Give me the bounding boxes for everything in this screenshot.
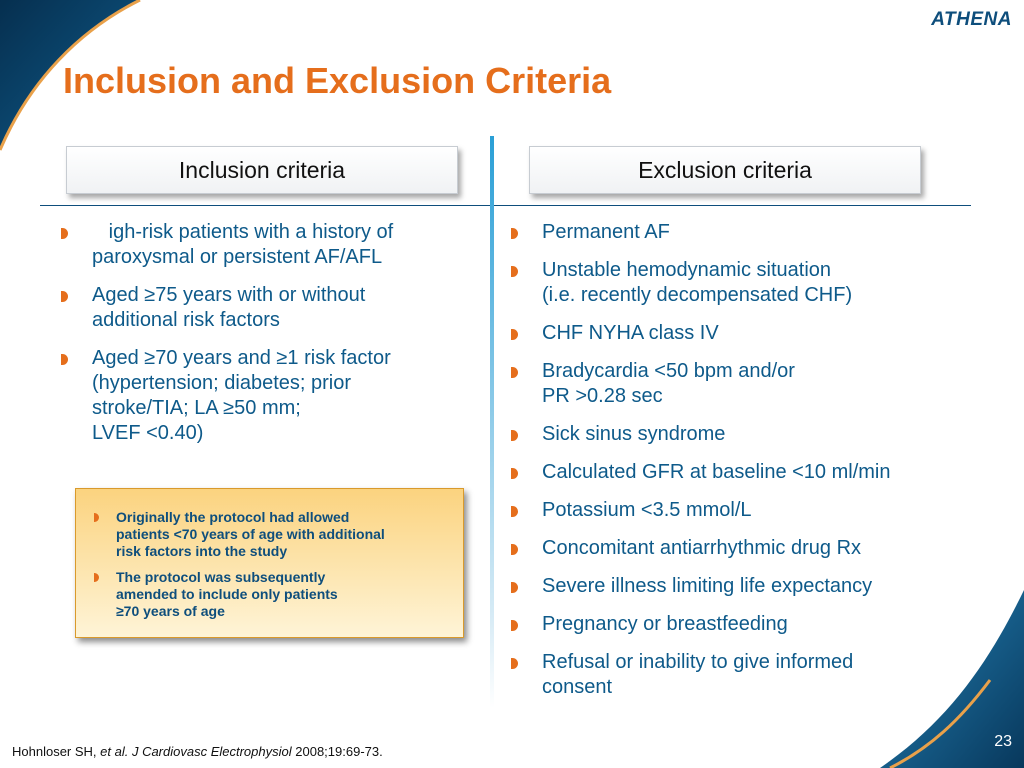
item-line: risk factors into the study [116,543,288,559]
citation-journal: et al. J Cardiovasc Electrophysiol [100,744,292,759]
bullet-icon [511,468,518,479]
inclusion-item [61,283,481,333]
bullet-icon [511,329,518,340]
item-line: (i.e. recently decompensated CHF) [542,284,853,306]
bullet-icon [511,367,518,378]
bullet-icon [61,228,68,239]
item-line: patients <70 years of age with additional [116,526,385,542]
inclusion-header: Inclusion criteria [66,146,458,194]
page-number: 23 [994,733,1012,750]
item-line: Pregnancy or breastfeeding [542,613,788,635]
item-line: igh-risk patients with a history of [92,221,394,243]
item-line: paroxysmal or persistent AF/AFL [92,246,383,268]
item-line: Calculated GFR at baseline <10 ml/min [542,461,891,483]
exclusion-item [511,321,981,346]
item-line: Concomitant antiarrhythmic drug Rx [542,537,862,559]
note-item [94,509,453,560]
athena-logo: ATHENA [931,9,1012,30]
exclusion-item [511,536,981,561]
bullet-icon [61,354,68,365]
inclusion-item [61,346,481,446]
bullet-icon [511,582,518,593]
bullet-icon [94,573,99,582]
item-line: Sick sinus syndrome [542,423,726,445]
bullet-icon [511,228,518,239]
bullet-icon [511,266,518,277]
item-line: PR >0.28 sec [542,385,663,407]
citation-authors: Hohnloser SH, [12,744,101,759]
item-line: Bradycardia <50 bpm and/or [542,360,795,382]
exclusion-item [511,612,981,637]
item-line: Severe illness limiting life expectancy [542,575,873,597]
exclusion-item [511,258,981,308]
exclusion-item [511,650,981,700]
item-line: additional risk factors [92,309,280,331]
item-line: amended to include only patients [116,586,338,602]
column-divider [490,136,494,708]
header-divider [40,205,971,206]
item-line: consent [542,676,613,698]
item-line: ≥70 years of age [116,603,225,619]
exclusion-item [511,422,981,447]
protocol-note-list [94,509,453,620]
exclusion-item [511,574,981,599]
item-line: Permanent AF [542,221,670,243]
bullet-icon [511,658,518,669]
item-line: CHF NYHA class IV [542,322,719,344]
item-line: Aged ≥70 years and ≥1 risk factor [92,347,391,369]
bullet-icon [511,620,518,631]
bullet-icon [94,513,99,522]
item-line: Aged ≥75 years with or without [92,284,366,306]
protocol-note-box [75,488,464,638]
item-line: The protocol was subsequently [116,569,326,585]
item-line: Originally the protocol had allowed [116,509,350,525]
bullet-icon [511,506,518,517]
item-line: Unstable hemodynamic situation [542,259,832,281]
item-line: (hypertension; diabetes; prior [92,372,352,394]
inclusion-list [61,220,481,459]
citation-details: 2008;19:69-73. [291,744,383,759]
bullet-icon [61,291,68,302]
item-line: stroke/TIA; LA ≥50 mm; [92,397,301,419]
item-line: Refusal or inability to give informed [542,651,854,673]
note-item [94,569,453,620]
slide-title: Inclusion and Exclusion Criteria [63,60,612,101]
bullet-icon [511,544,518,555]
exclusion-item [511,359,981,409]
exclusion-header: Exclusion criteria [529,146,921,194]
inclusion-item [61,220,481,270]
exclusion-item [511,220,981,245]
exclusion-list [511,220,981,713]
citation [12,744,383,759]
exclusion-item [511,460,981,485]
exclusion-item [511,498,981,523]
bullet-icon [511,430,518,441]
item-line: Potassium <3.5 mmol/L [542,499,752,521]
item-line: LVEF <0.40) [92,422,204,444]
